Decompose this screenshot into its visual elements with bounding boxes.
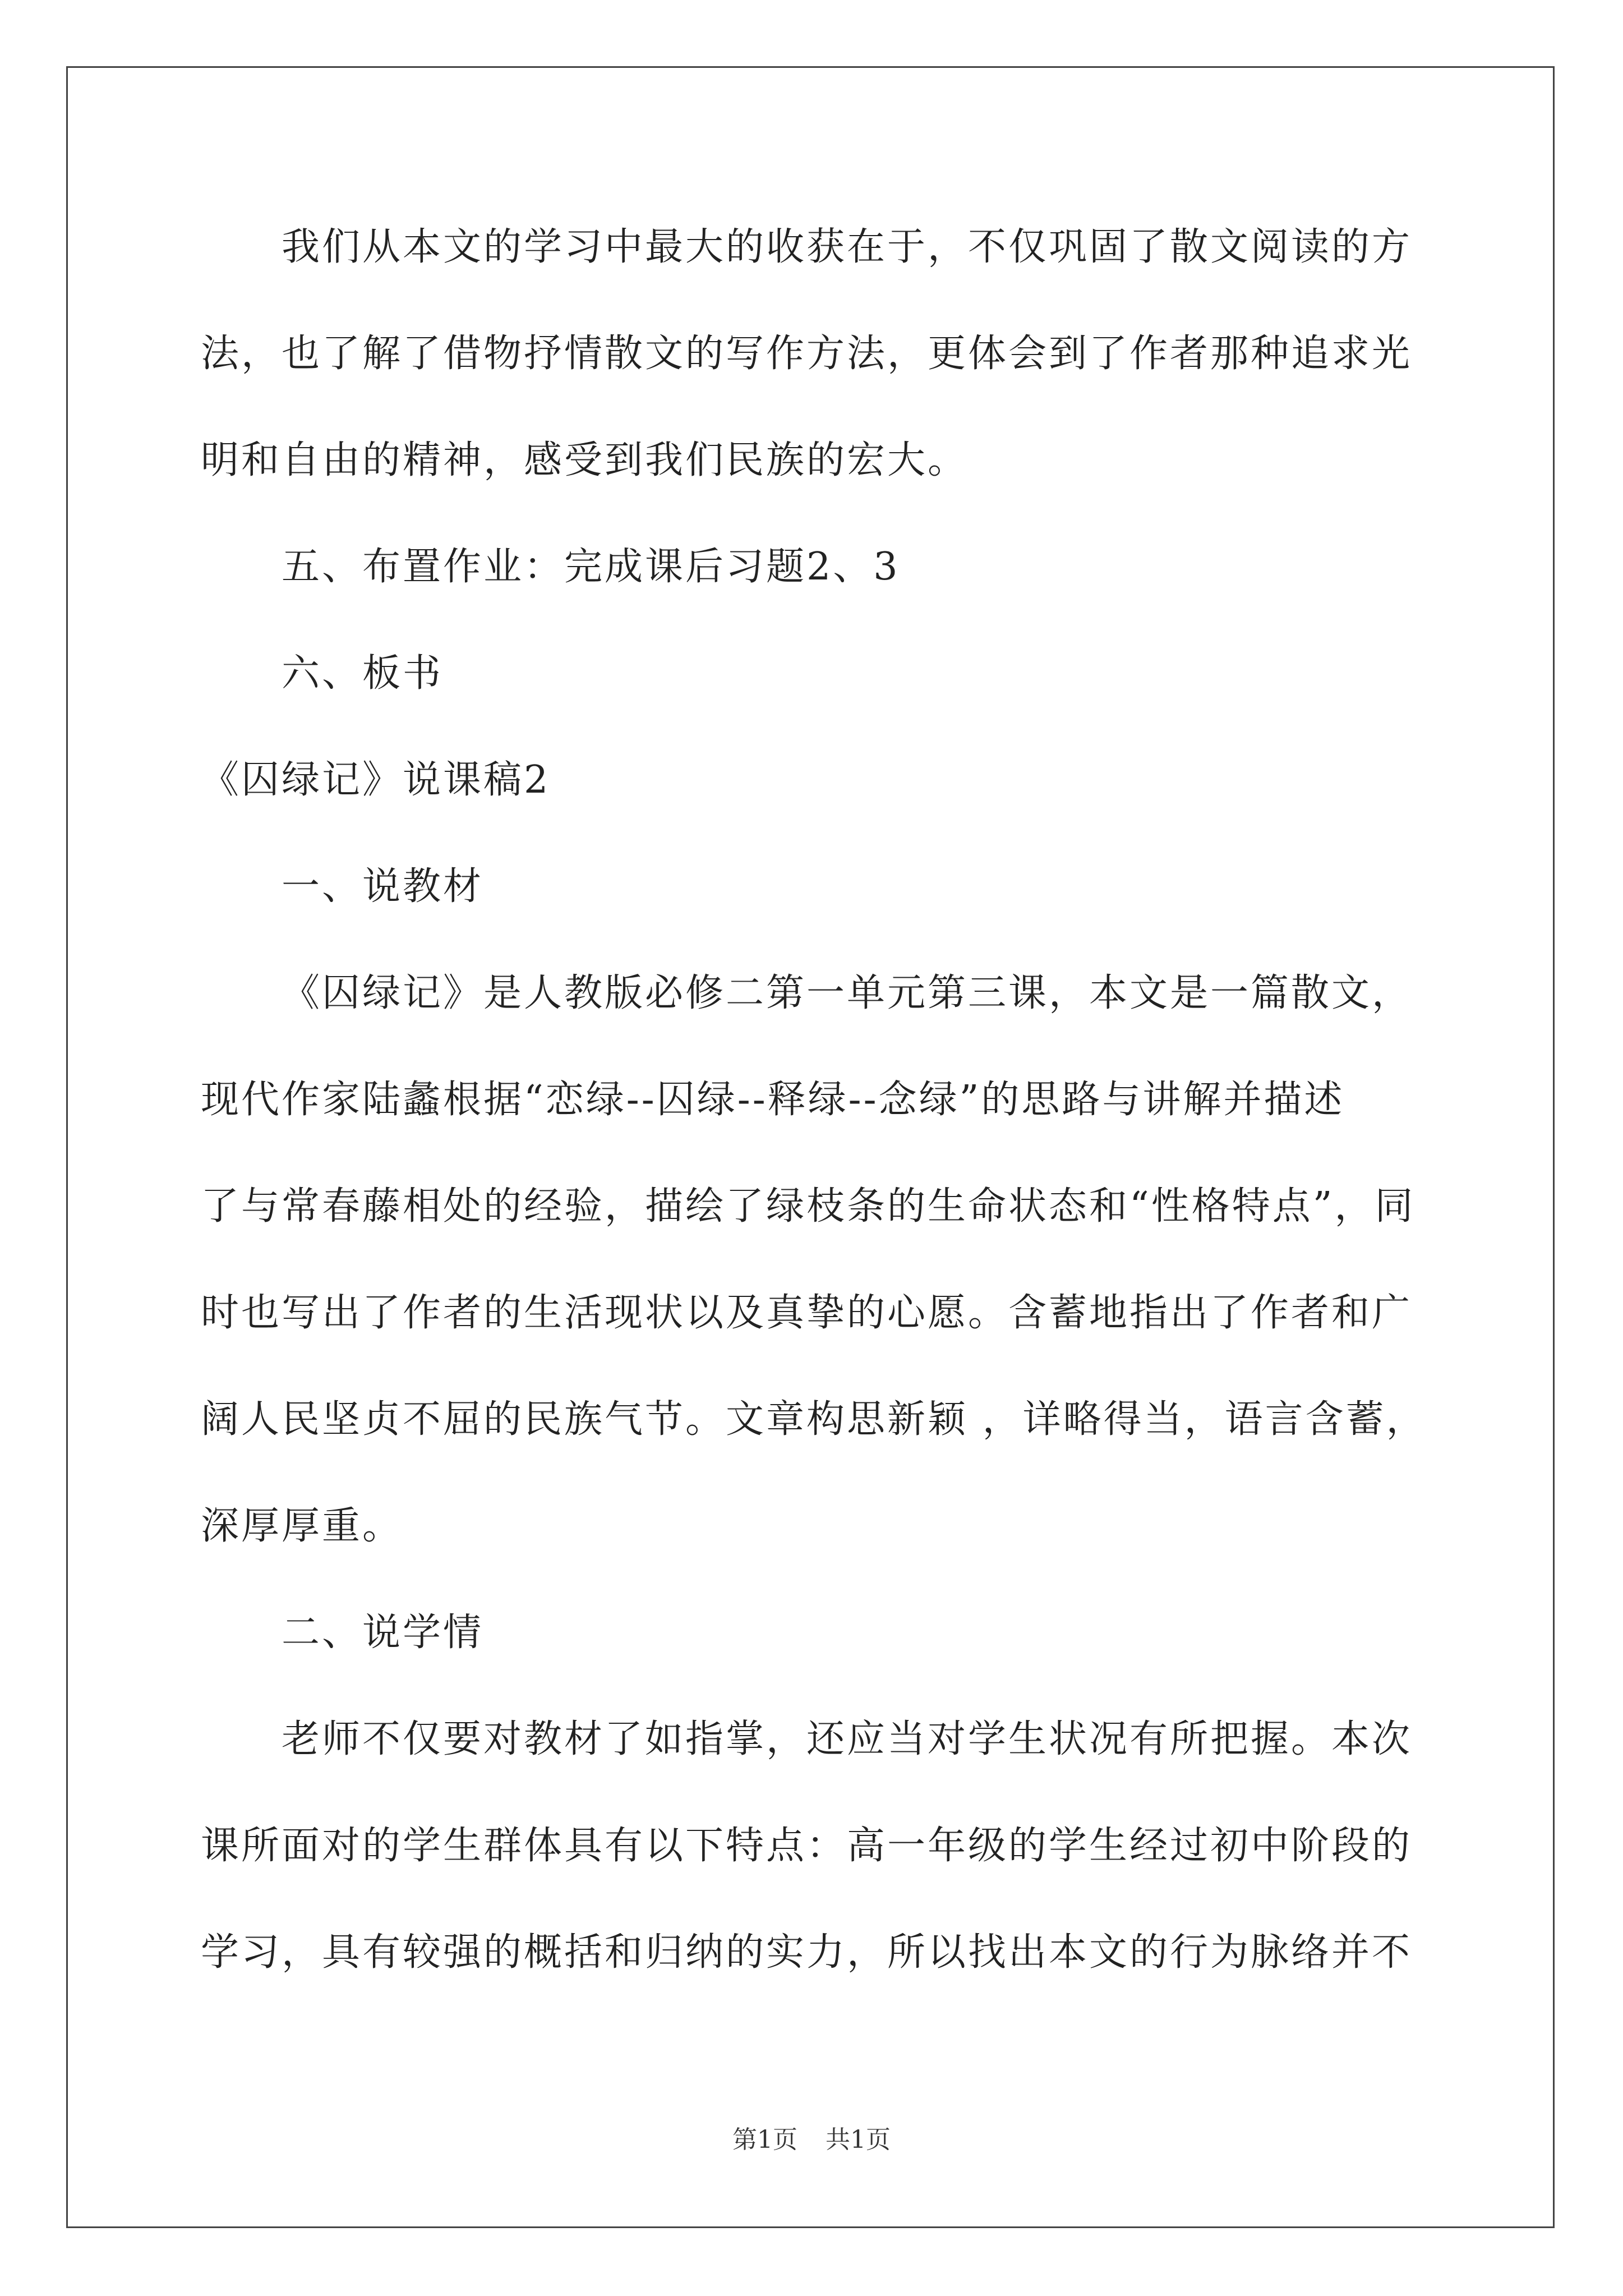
paragraph-line: 《囚绿记》是人教版必修二第一单元第三课，本文是一篇散文， <box>282 971 1413 1015</box>
homework-line: 五、布置作业：完成课后习题2、3 <box>282 545 900 589</box>
paragraph-line: 法，也了解了借物抒情散文的写作方法，更体会到了作者那种追求光 <box>201 332 1413 376</box>
section-heading: 一、说教材 <box>282 864 484 909</box>
paragraph-line: 了与常春藤相处的经验，描绘了绿枝条的生命状态和“性格特点”，同 <box>201 1184 1415 1228</box>
paragraph-line: 课所面对的学生群体具有以下特点：高一年级的学生经过初中阶段的 <box>201 1824 1413 1868</box>
section-heading: 六、板书 <box>282 651 444 696</box>
paragraph-line: 老师不仅要对教材了如指掌，还应当对学生状况有所把握。本次 <box>282 1717 1413 1761</box>
paragraph-line: 我们从本文的学习中最大的收获在于，不仅巩固了散文阅读的方 <box>282 225 1413 269</box>
document-title: 《囚绿记》说课稿2 <box>201 758 551 802</box>
page-total: 共1页 <box>826 2125 891 2154</box>
section-heading: 二、说学情 <box>282 1611 484 1655</box>
paragraph-line: 学习，具有较强的概括和归纳的实力，所以找出本文的行为脉络并不 <box>201 1930 1413 1975</box>
page-footer <box>0 2123 1623 2157</box>
paragraph-line: 明和自由的精神，感受到我们民族的宏大。 <box>201 438 969 482</box>
document-body <box>201 217 1435 2028</box>
paragraph-line: 阔人民坚贞不屈的民族气节。文章构思新颖 ，详略得当，语言含蓄， <box>201 1397 1427 1442</box>
paragraph-line: 深厚厚重。 <box>201 1504 403 1548</box>
page-number: 第1页 <box>732 2125 797 2154</box>
paragraph-line: 时也写出了作者的生活现状以及真挚的心愿。含蓄地指出了作者和广 <box>201 1291 1413 1335</box>
paragraph-line: 现代作家陆蠡根据“恋绿--囚绿--释绿--念绿”的思路与讲解并描述 <box>201 1078 1345 1122</box>
